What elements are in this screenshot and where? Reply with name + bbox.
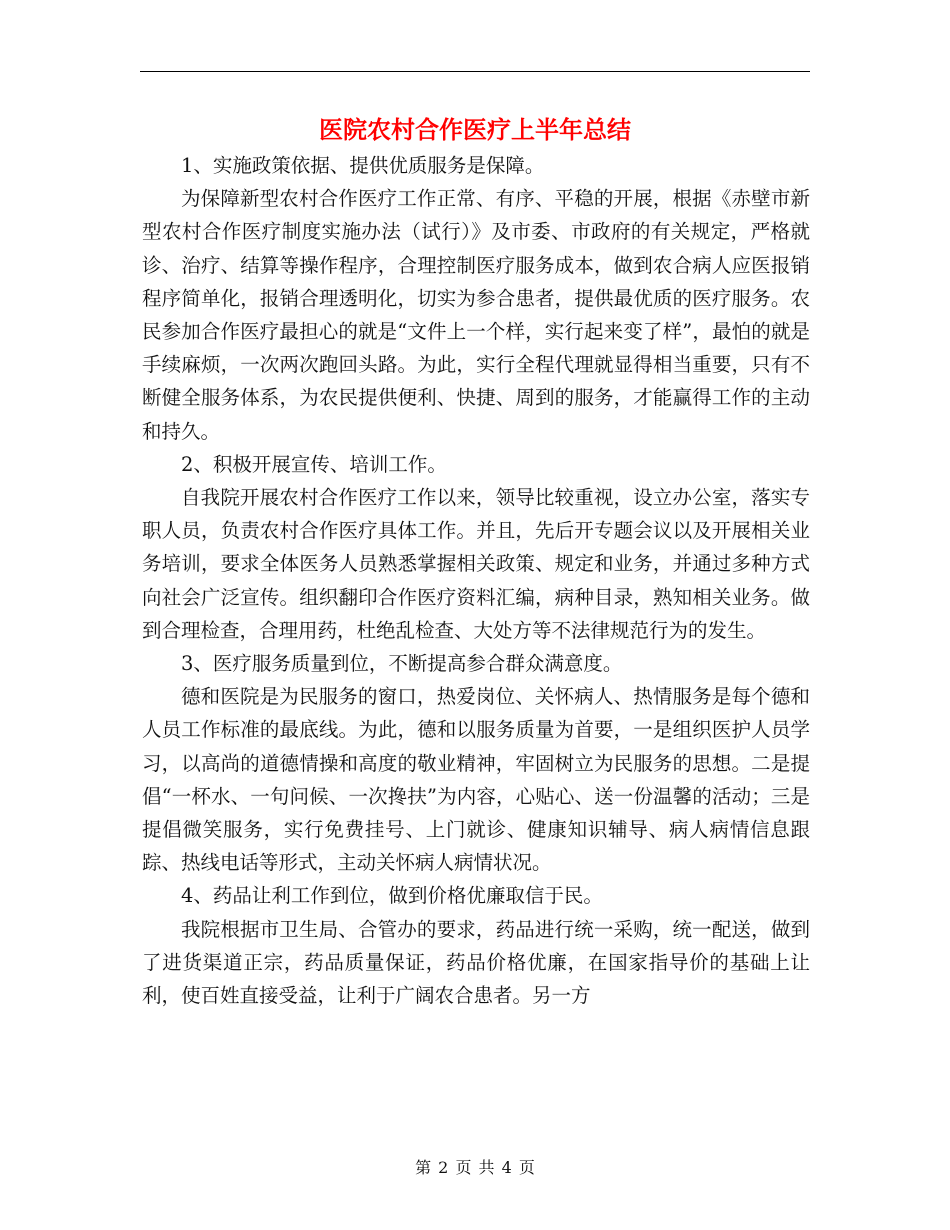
- paragraph-1: 为保障新型农村合作医疗工作正常、有序、平稳的开展，根据《赤壁市新型农村合作医疗制度实施办法（试行）》及市委、市政府的有关规定，严格就诊、治疗、结算等操作程序，合理控制医疗服务成本，做到农合病人应医报销程序简单化，报销合理透明化，切实为参合患者，提供最优质的医疗服务。农民参加合作医疗最担心的就是“文件上一个样，实行起来变了样”，最怕的就是手续麻烦，一次两次跑回头路。为此，实行全程代理就显得相当重要，只有不断健全服务体系，为农民提供便利、快捷、周到的服务，才能赢得工作的主动和持久。: [142, 187, 810, 443]
- section-heading-3: 3、医疗服务质量到位，不断提高参合群众满意度。: [181, 652, 623, 676]
- paragraph-2: 自我院开展农村合作医疗工作以来，领导比较重视，设立办公室，落实专职人员，负责农村合作医疗具体工作。并且，先后开专题会议以及开展相关业务培训，要求全体医务人员熟悉掌握相关政策、规定和业务，并通过多种方式向社会广泛宣传。组织翻印合作医疗资料汇编，病种目录，熟知相关业务。做到合理检查，合理用药，杜绝乱检查、大处方等不法律规范行为的发生。: [142, 486, 810, 642]
- page-number: 第 2 页 共 4 页: [415, 1158, 535, 1177]
- header-rule: [140, 71, 810, 72]
- paragraph-4: 我院根据市卫生局、合管办的要求，药品进行统一采购，统一配送，做到了进货渠道正宗，药品质量保证，药品价格优廉，在国家指导价的基础上让利，使百姓直接受益，让利于广阔农合患者。另一方: [142, 917, 810, 1008]
- section-heading-2: 2、积极开展宣传、培训工作。: [181, 452, 447, 476]
- section-heading-1: 1、实施政策依据、提供优质服务是保障。: [181, 154, 545, 177]
- section-heading-4: 4、药品让利工作到位，做到价格优廉取信于民。: [181, 884, 603, 908]
- paragraph-3: 德和医院是为民服务的窗口，热爱岗位、关怀病人、热情服务是每个德和人员工作标准的最底线。为此，德和以服务质量为首要，一是组织医护人员学习，以高尚的道德情操和高度的敬业精神，牢固树立为民服务的思想。二是提倡“一杯水、一句问候、一次搀扶”为内容，心贴心、送一份温馨的活动；三是提倡微笑服务，实行免费挂号、上门就诊、健康知识辅导、病人病情信息跟踪、热线电话等形式，主动关怀病人病情状况。: [142, 685, 810, 875]
- document-body: [142, 149, 810, 1012]
- document-title: 医院农村合作医疗上半年总结: [319, 115, 631, 144]
